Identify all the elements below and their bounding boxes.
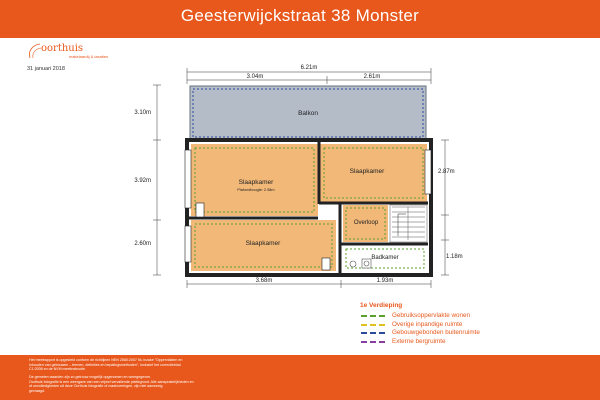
label-slaapkamer-3: Slaapkamer xyxy=(349,168,385,175)
legend-swatch xyxy=(361,315,385,317)
legend-label: Overige inpandige ruimte xyxy=(392,320,463,328)
footer-line: De gemeten waarden zijn zo getrouw mogelijk opgenomen en weergegeven. xyxy=(29,375,152,379)
footer-line: gevraagd. xyxy=(29,388,45,393)
legend-item-bergruimte xyxy=(360,338,580,347)
legend xyxy=(360,302,580,346)
dim-bottom-left: 3.68m xyxy=(255,278,273,284)
footer-line: C1:2008 en de NVM meetinstructie. xyxy=(29,367,86,371)
dim-bottom-right: 1.93m xyxy=(376,278,394,284)
footer-line: Oorthuis fotografie is een weergave van een vrijwel vervallende plattegrond. Alle aansprakelijkheden en xyxy=(29,379,194,384)
legend-label: Gebouwgebonden buitenruimte xyxy=(392,329,480,336)
label-badkamer: Badkamer xyxy=(371,255,399,261)
label-slaapkamer-2: Slaapkamer xyxy=(245,240,281,247)
legend-swatch xyxy=(361,324,385,326)
legend-label: Gebruiksoppervlakte wonen xyxy=(392,312,471,319)
footer-line: inhouden van gebouwen – termen, definities en bepalingsmethoden", inclusief het correctieblad xyxy=(29,362,181,367)
legend-label: Externe bergruimte xyxy=(392,337,446,345)
dim-left-middle: 3.92m xyxy=(134,178,151,184)
dim-top-total: 6.21m xyxy=(300,65,318,71)
footer-line: Het meetrapport is opgesteld conform de richtlijnen NEN 2580:2007 NL inzake "Oppervlakten en xyxy=(29,358,183,362)
legend-title: 1e Verdieping xyxy=(360,302,403,309)
footer-line: of onvolledigheden uit deze Oorthuis fotografie of maatvoeringen, zijn niet aanwezig xyxy=(29,384,163,388)
label-balkon: Balkon xyxy=(298,110,318,117)
legend-swatch xyxy=(361,332,385,334)
plan-date: 31 januari 2018 xyxy=(27,66,65,72)
logo-name: oorthuis xyxy=(41,43,84,54)
label-overloop: Overloop xyxy=(353,220,379,226)
label-slaapkamer-1-note: Plafondhoogte: 2.58m xyxy=(237,188,275,192)
page-title: Geesterwijckstraat 38 Monster xyxy=(180,6,420,25)
staircase xyxy=(390,205,427,242)
footer-bar xyxy=(0,355,600,400)
logo-tagline: makelaardij & taxaties xyxy=(69,54,109,59)
dim-left-top: 3.10m xyxy=(134,110,151,116)
legend-swatch xyxy=(361,341,385,343)
dim-right-middle: 2.87m xyxy=(438,169,455,175)
legend-item-overige-ruimte xyxy=(360,321,580,330)
legend-item-buitenruimte xyxy=(360,329,580,338)
dim-right-bottom: 1.18m xyxy=(446,254,463,260)
legend-item-gebruiksoppervlakte xyxy=(360,312,580,321)
dim-top-left: 3.04m xyxy=(246,74,264,80)
dim-left-bottom: 2.60m xyxy=(134,241,151,247)
label-slaapkamer-1: Slaapkamer xyxy=(238,179,274,186)
dim-top-right: 2.61m xyxy=(363,74,381,80)
